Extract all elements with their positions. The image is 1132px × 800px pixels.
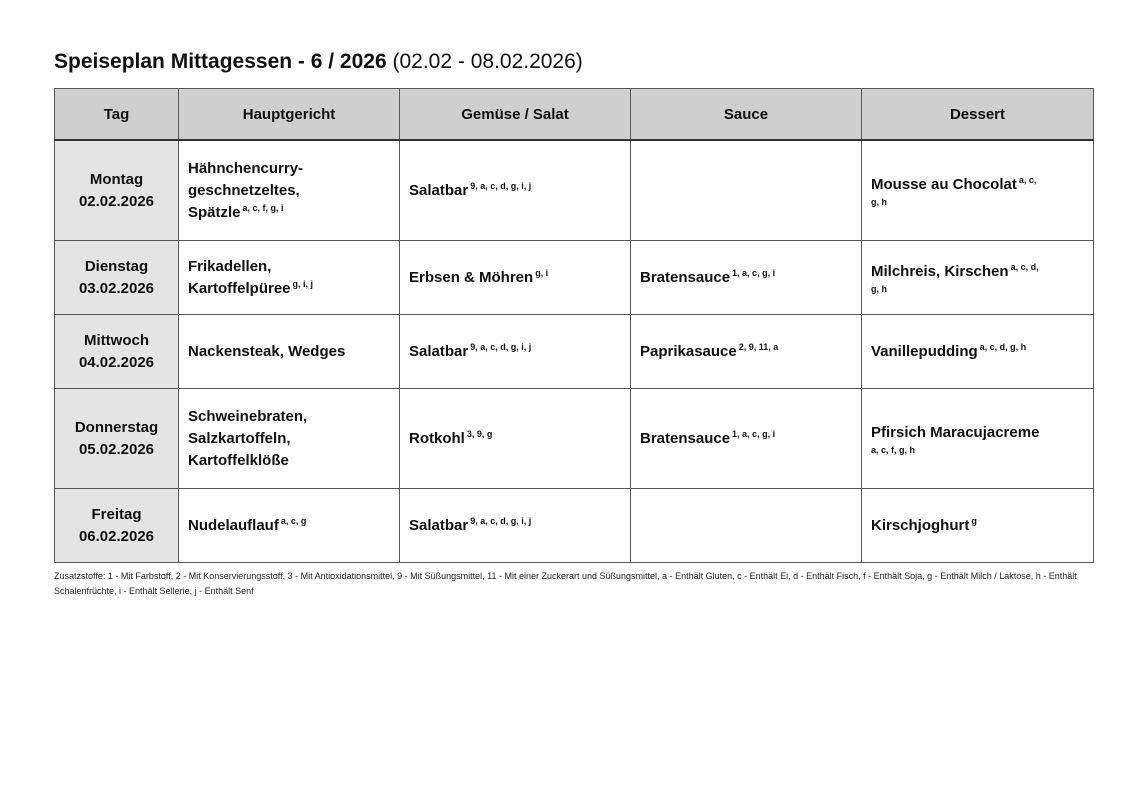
main-dish-allergens: a, c, g (280, 515, 307, 526)
header-gemuese-salat: Gemüse / Salat (400, 89, 631, 141)
header-dessert: Dessert (862, 89, 1094, 141)
day-date: 05.02.2026 (78, 440, 155, 458)
sauce-allergens: 2, 9, 11, a (738, 341, 779, 352)
vegetable-cell (400, 489, 631, 563)
sauce-cell (631, 140, 862, 241)
main-dish-line: Frikadellen, (188, 257, 272, 275)
vegetable-allergens: 3, 9, g (466, 428, 493, 439)
dessert-allergens: a, c, (1018, 174, 1037, 185)
main-dish-line: Hähnchencurry- (188, 159, 304, 177)
main-dish-allergens: g, i, j (292, 278, 314, 289)
table-row (55, 315, 1094, 389)
sauce-cell (631, 315, 862, 389)
day-name: Donnerstag (74, 418, 159, 436)
vegetable-allergens: 9, a, c, d, g, i, j (470, 341, 532, 352)
vegetable-cell (400, 315, 631, 389)
vegetable-name: Salatbar (409, 342, 469, 360)
day-name: Freitag (91, 505, 142, 523)
dessert-name: Pfirsich Maracujacreme (871, 423, 1040, 441)
day-cell (55, 241, 179, 315)
main-dish-cell (179, 315, 400, 389)
main-dish-cell (179, 389, 400, 489)
dessert-cell (862, 241, 1094, 315)
sauce-name: Bratensauce (640, 429, 731, 447)
day-name: Dienstag (84, 257, 149, 275)
dessert-name: Vanillepudding (871, 342, 978, 360)
main-dish-line: Schweinebraten, (188, 407, 308, 425)
sauce-allergens: 1, a, c, g, i (732, 267, 776, 278)
table-row (55, 489, 1094, 563)
table-row (55, 389, 1094, 489)
vegetable-cell (400, 140, 631, 241)
main-dish-allergens: a, c, f, g, i (242, 202, 284, 213)
header-sauce: Sauce (631, 89, 862, 141)
dessert-allergens: g (971, 515, 977, 526)
sauce-cell (631, 389, 862, 489)
vegetable-name: Rotkohl (409, 429, 465, 447)
main-dish-line: Spätzle (188, 203, 241, 221)
sauce-name: Bratensauce (640, 268, 731, 286)
menu-table (54, 88, 1094, 563)
title-main: Speiseplan Mittagessen - 6 / 2026 (54, 50, 387, 73)
day-cell (55, 315, 179, 389)
main-dish-line: geschnetzeltes, (188, 181, 300, 199)
dessert-allergens: a, c, d, (1010, 261, 1039, 272)
main-dish-cell (179, 489, 400, 563)
header-hauptgericht: Hauptgericht (179, 89, 400, 141)
sauce-cell (631, 489, 862, 563)
dessert-allergens-cont: a, c, f, g, h (871, 444, 916, 455)
main-dish-cell (179, 140, 400, 241)
dessert-allergens: a, c, d, g, h (979, 341, 1027, 352)
main-dish-line: Kartoffelpüree (188, 279, 291, 297)
main-dish-line: Salzkartoffeln, (188, 429, 291, 447)
page-title (54, 46, 1093, 78)
dessert-name: Kirschjoghurt (871, 516, 970, 534)
vegetable-allergens: 9, a, c, d, g, i, j (470, 515, 532, 526)
day-cell (55, 489, 179, 563)
dessert-cell (862, 389, 1094, 489)
main-dish-cell (179, 241, 400, 315)
dessert-cell (862, 315, 1094, 389)
sauce-name: Paprikasauce (640, 342, 737, 360)
main-dish-line: Kartoffelklöße (188, 451, 289, 469)
vegetable-name: Salatbar (409, 181, 469, 199)
vegetable-allergens: 9, a, c, d, g, i, j (470, 180, 532, 191)
vegetable-name: Salatbar (409, 516, 469, 534)
table-row (55, 140, 1094, 241)
day-date: 02.02.2026 (78, 192, 155, 210)
vegetable-cell (400, 389, 631, 489)
dessert-cell (862, 489, 1094, 563)
vegetable-allergens: g, i (535, 267, 549, 278)
day-name: Mittwoch (84, 331, 149, 349)
dessert-name: Milchreis, Kirschen (871, 262, 1009, 280)
additives-footnote: Zusatzstoffe: 1 - Mit Farbstoff, 2 - Mit Konservierungsstoff, 3 - Mit Antioxidationsmittel, 9 - Mit Süßungsmittel, 11 - Mit einer Zuckerart und Süßungsmittel, a - Enthält Gluten, c - Enthält Ei, d - Enthält Fisch, f - Enthält Soja, g - Enthält Milch / Laktose, h - Enthält Schalenfrüchte, i - Enthält Sellerie, j - Enthält Senf (54, 571, 1077, 596)
main-dish-line: Nackensteak, Wedges (188, 342, 346, 360)
day-date: 04.02.2026 (78, 353, 155, 371)
header-row (55, 89, 1094, 141)
day-date: 03.02.2026 (78, 279, 155, 297)
main-dish-line: Nudelauflauf (188, 516, 279, 534)
day-name: Montag (89, 170, 144, 188)
menu-page (54, 46, 1093, 599)
day-cell (55, 389, 179, 489)
sauce-allergens: 1, a, c, g, i (732, 428, 776, 439)
dessert-name: Mousse au Chocolat (871, 175, 1017, 193)
dessert-cell (862, 140, 1094, 241)
vegetable-name: Erbsen & Möhren (409, 268, 534, 286)
sauce-cell (631, 241, 862, 315)
dessert-allergens-cont: g, h (871, 196, 887, 207)
dessert-allergens-cont: g, h (871, 283, 887, 294)
header-tag: Tag (55, 89, 179, 141)
vegetable-cell (400, 241, 631, 315)
day-cell (55, 140, 179, 241)
day-date: 06.02.2026 (78, 527, 155, 545)
table-row (55, 241, 1094, 315)
title-date-range: (02.02 - 08.02.2026) (392, 50, 583, 73)
